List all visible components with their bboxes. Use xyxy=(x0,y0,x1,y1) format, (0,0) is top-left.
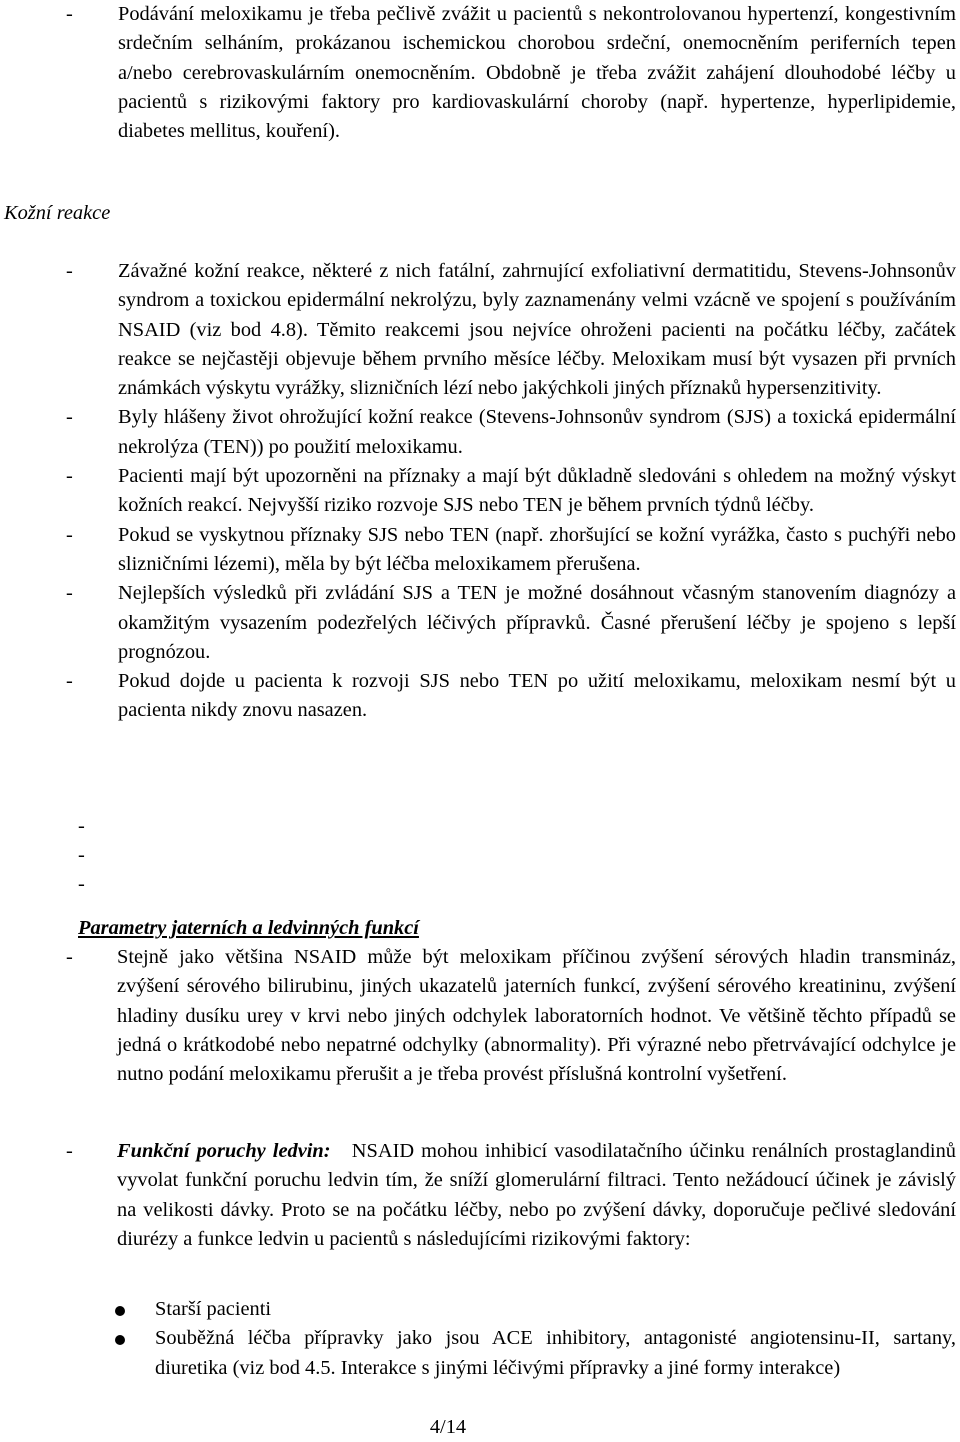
dash-marker: - xyxy=(66,670,73,693)
kidney-dysfunction-label: Funkční poruchy ledvin: xyxy=(117,1140,331,1162)
list-item-text: Pokud se vyskytnou příznaky SJS nebo TEN (např. zhoršující se kožní vyrážka, často s puchýři nebo slizničními lézemi), měla by být léčba meloxikamem přerušena. xyxy=(118,523,956,575)
list-item-text: NSAID mohou inhibicí vasodilatačního účinku renálních prostaglandinů vyvolat funkční poruchu ledvin tím, že sníží glomerulární filtraci. Tento nežádoucí účinek je závislý na velikosti dávky. Proto se na počátku léčby, nebo po zvýšení dávky, doporučuje pečlivé sledování diurézy a funkce ledvin u pacientů s následujícími rizikovými faktory: xyxy=(117,1140,956,1250)
list-item xyxy=(0,403,960,462)
list-item-text: Nejlepších výsledků při zvládání SJS a TEN je možné dosáhnout včasným stanovením diagnózy a okamžitým vysazením podezřelých léčivých přípravků. Časné přerušení léčby je spojeno s lepší prognózou. xyxy=(118,582,956,663)
dash-marker: - xyxy=(66,1140,73,1162)
list-item-text: Byly hlášeny život ohrožující kožní reakce (Stevens-Johnsonův syndrom (SJS) a toxická epidermální nekrolýza (TEN)) po použití meloxikamu. xyxy=(118,406,956,458)
bullet-icon xyxy=(115,1306,125,1316)
liver-kidney-list-1 xyxy=(0,943,960,1089)
dash-marker: - xyxy=(66,465,73,488)
spacer xyxy=(331,1140,352,1162)
bullet-icon xyxy=(115,1335,125,1345)
list-item xyxy=(0,1324,960,1383)
list-item-text: Souběžná léčba přípravky jako jsou ACE inhibitory, antagonisté angiotensinu-II, sartany, diuretika (viz bod 4.5. Interakce s jinými léčivými přípravky a jiné formy interakce) xyxy=(155,1327,956,1379)
list-item xyxy=(0,1295,960,1324)
dash-marker: - xyxy=(66,523,73,546)
list-item xyxy=(0,0,960,146)
list-item xyxy=(0,1137,960,1254)
list-item-text: Starší pacienti xyxy=(155,1298,272,1320)
liver-kidney-list-2 xyxy=(0,1137,960,1254)
list-item xyxy=(0,257,960,403)
list-item-text: Stejně jako většina NSAID může být meloxikam příčinou zvýšení sérových hladin transmináz, zvýšení sérového bilirubinu, jiných ukazatelů jaterních funkcí, zvýšení sérového kreatininu, zvýšení hladiny dusíku urey v krvi nebo jiných odchylek laboratorních hodnot. Ve většině těchto případů se jedná o krátkodobé nebo nepatrné odchylky (abnormality). Při výrazné nebo přetrvávající odchylce je nutno podání meloxikamu přerušit a je třeba provést příslušná kontrolní vyšetření. xyxy=(117,946,956,1086)
intro-list xyxy=(0,0,960,146)
dash-marker: - xyxy=(66,3,73,25)
page-number: 4/14 xyxy=(429,1416,467,1438)
empty-dash-marker: - xyxy=(78,844,85,866)
empty-dash-marker: - xyxy=(78,873,85,895)
dash-marker: - xyxy=(66,260,73,282)
list-item-text: Podávání meloxikamu je třeba pečlivě zvážit u pacientů s nekontrolovanou hypertenzí, kongestivním srdečním selháním, prokázanou ischemickou chorobou srdeční, onemocněním periferních tepen a/nebo cerebrovaskulárním onemocněním. Obdobně je třeba zvážit zahájení dlouhodobé léčby u pacientů s rizikovými faktory pro kardiovaskulární choroby (např. hypertenze, hyperlipidemie, diabetes mellitus, kouření). xyxy=(118,3,956,143)
list-item xyxy=(0,943,960,1089)
dash-marker: - xyxy=(66,582,73,605)
list-item-text: Závažné kožní reakce, některé z nich fatální, zahrnující exfoliativní dermatitidu, Stevens-Johnsonův syndrom a toxickou epidermální nekrolýzu, byly zaznamenány velmi vzácně ve spojení s používáním NSAID (viz bod 4.8). Těmito reakcemi jsou nejvíce ohroženi pacienti na počátku léčby, začátek reakce se nejčastěji objevuje během prvního měsíce léčby. Meloxikam musí být vysazen při prvních známkách výskytu vyrážky, slizničních lézí nebo jakýchkoli jiných příznaků hypersenzitivity. xyxy=(118,260,956,400)
empty-dash-marker: - xyxy=(78,815,85,837)
list-item xyxy=(0,667,960,726)
skin-reactions-list xyxy=(0,257,960,726)
list-item xyxy=(0,579,960,667)
dash-marker: - xyxy=(66,946,73,968)
section-heading-liver-kidney: Parametry jaterních a ledvinných funkcí xyxy=(78,917,419,939)
dash-marker: - xyxy=(66,406,73,429)
list-item xyxy=(0,462,960,521)
list-item-text: Pokud dojde u pacienta k rozvoji SJS nebo TEN po užití meloxikamu, meloxikam nesmí být u pacienta nikdy znovu nasazen. xyxy=(118,670,956,722)
list-item-text: Pacienti mají být upozorněni na příznaky a mají být důkladně sledováni s ohledem na možný výskyt kožních reakcí. Nejvyšší riziko rozvoje SJS nebo TEN je během prvních týdnů léčby. xyxy=(118,465,956,517)
risk-factor-list xyxy=(0,1295,960,1383)
section-label-skin-reactions: Kožní reakce xyxy=(4,202,111,224)
list-item xyxy=(0,521,960,580)
